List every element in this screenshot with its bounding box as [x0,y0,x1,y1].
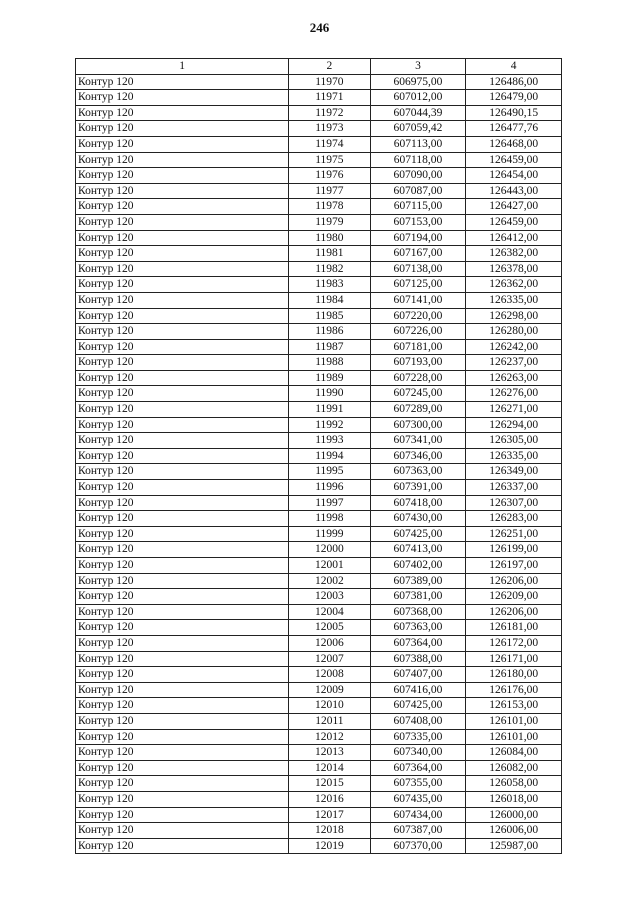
x-coordinate-cell: 606975,00 [370,74,466,90]
point-number-cell: 11987 [289,339,370,355]
contour-cell: Контур 120 [76,74,289,90]
point-number-cell: 11973 [289,121,370,137]
contour-cell: Контур 120 [76,480,289,496]
x-coordinate-cell: 607363,00 [370,464,466,480]
x-coordinate-cell: 607300,00 [370,417,466,433]
contour-cell: Контур 120 [76,573,289,589]
x-coordinate-cell: 607381,00 [370,589,466,605]
x-coordinate-cell: 607090,00 [370,168,466,184]
table-row [76,620,562,636]
table-body [76,74,562,854]
table-row [76,355,562,371]
contour-cell: Контур 120 [76,105,289,121]
column-header-1: 1 [76,59,289,75]
table-row [76,90,562,106]
contour-cell: Контур 120 [76,589,289,605]
table-row [76,168,562,184]
contour-cell: Контур 120 [76,620,289,636]
x-coordinate-cell: 607389,00 [370,573,466,589]
table-row [76,776,562,792]
x-coordinate-cell: 607434,00 [370,807,466,823]
x-coordinate-cell: 607364,00 [370,635,466,651]
contour-cell: Контур 120 [76,292,289,308]
point-number-cell: 12004 [289,604,370,620]
y-coordinate-cell: 126058,00 [466,776,562,792]
point-number-cell: 12006 [289,635,370,651]
table-row [76,324,562,340]
contour-cell: Контур 120 [76,183,289,199]
header-row [76,59,562,75]
y-coordinate-cell: 126479,00 [466,90,562,106]
y-coordinate-cell: 126283,00 [466,511,562,527]
point-number-cell: 12018 [289,823,370,839]
y-coordinate-cell: 126006,00 [466,823,562,839]
table-row [76,558,562,574]
x-coordinate-cell: 607387,00 [370,823,466,839]
x-coordinate-cell: 607435,00 [370,791,466,807]
table-row [76,292,562,308]
point-number-cell: 11990 [289,386,370,402]
x-coordinate-cell: 607289,00 [370,402,466,418]
table-row [76,183,562,199]
x-coordinate-cell: 607340,00 [370,745,466,761]
contour-cell: Контур 120 [76,136,289,152]
contour-cell: Контур 120 [76,464,289,480]
point-number-cell: 11979 [289,214,370,230]
point-number-cell: 12002 [289,573,370,589]
contour-cell: Контур 120 [76,386,289,402]
point-number-cell: 12013 [289,745,370,761]
y-coordinate-cell: 126199,00 [466,542,562,558]
contour-cell: Контур 120 [76,261,289,277]
point-number-cell: 12014 [289,760,370,776]
contour-cell: Контур 120 [76,511,289,527]
y-coordinate-cell: 126084,00 [466,745,562,761]
contour-cell: Контур 120 [76,277,289,293]
contour-cell: Контур 120 [76,230,289,246]
contour-cell: Контур 120 [76,433,289,449]
y-coordinate-cell: 126307,00 [466,495,562,511]
table-row [76,604,562,620]
y-coordinate-cell: 126206,00 [466,573,562,589]
x-coordinate-cell: 607167,00 [370,246,466,262]
contour-cell: Контур 120 [76,791,289,807]
y-coordinate-cell: 126412,00 [466,230,562,246]
column-header-3: 3 [370,59,466,75]
point-number-cell: 11994 [289,448,370,464]
y-coordinate-cell: 126251,00 [466,526,562,542]
x-coordinate-cell: 607012,00 [370,90,466,106]
contour-cell: Контур 120 [76,308,289,324]
point-number-cell: 11975 [289,152,370,168]
point-number-cell: 12008 [289,667,370,683]
contour-cell: Контур 120 [76,729,289,745]
table-row [76,745,562,761]
point-number-cell: 11983 [289,277,370,293]
point-number-cell: 11986 [289,324,370,340]
contour-cell: Контур 120 [76,651,289,667]
coordinates-table [75,58,562,854]
contour-cell: Контур 120 [76,558,289,574]
y-coordinate-cell: 126443,00 [466,183,562,199]
table-row [76,74,562,90]
point-number-cell: 12001 [289,558,370,574]
x-coordinate-cell: 607407,00 [370,667,466,683]
table-row [76,199,562,215]
table-row [76,495,562,511]
point-number-cell: 11991 [289,402,370,418]
table-row [76,277,562,293]
point-number-cell: 11996 [289,480,370,496]
point-number-cell: 11977 [289,183,370,199]
x-coordinate-cell: 607413,00 [370,542,466,558]
point-number-cell: 11993 [289,433,370,449]
contour-cell: Контур 120 [76,823,289,839]
contour-cell: Контур 120 [76,807,289,823]
x-coordinate-cell: 607418,00 [370,495,466,511]
contour-cell: Контур 120 [76,199,289,215]
contour-cell: Контур 120 [76,246,289,262]
point-number-cell: 11997 [289,495,370,511]
x-coordinate-cell: 607425,00 [370,526,466,542]
point-number-cell: 11989 [289,370,370,386]
point-number-cell: 12012 [289,729,370,745]
contour-cell: Контур 120 [76,776,289,792]
table-row [76,214,562,230]
table-row [76,651,562,667]
y-coordinate-cell: 126018,00 [466,791,562,807]
y-coordinate-cell: 126294,00 [466,417,562,433]
y-coordinate-cell: 126271,00 [466,402,562,418]
x-coordinate-cell: 607416,00 [370,682,466,698]
y-coordinate-cell: 126209,00 [466,589,562,605]
table-row [76,246,562,262]
y-coordinate-cell: 126378,00 [466,261,562,277]
table-row [76,713,562,729]
y-coordinate-cell: 126242,00 [466,339,562,355]
point-number-cell: 11998 [289,511,370,527]
point-number-cell: 11970 [289,74,370,90]
table-row [76,480,562,496]
x-coordinate-cell: 607346,00 [370,448,466,464]
table-row [76,339,562,355]
table-row [76,121,562,137]
contour-cell: Контур 120 [76,667,289,683]
x-coordinate-cell: 607194,00 [370,230,466,246]
contour-cell: Контур 120 [76,402,289,418]
table-row [76,635,562,651]
table-row [76,308,562,324]
x-coordinate-cell: 607391,00 [370,480,466,496]
point-number-cell: 11992 [289,417,370,433]
contour-cell: Контур 120 [76,370,289,386]
point-number-cell: 11981 [289,246,370,262]
y-coordinate-cell: 126280,00 [466,324,562,340]
y-coordinate-cell: 126349,00 [466,464,562,480]
point-number-cell: 12007 [289,651,370,667]
x-coordinate-cell: 607228,00 [370,370,466,386]
x-coordinate-cell: 607118,00 [370,152,466,168]
y-coordinate-cell: 126082,00 [466,760,562,776]
y-coordinate-cell: 126206,00 [466,604,562,620]
y-coordinate-cell: 126171,00 [466,651,562,667]
y-coordinate-cell: 126181,00 [466,620,562,636]
x-coordinate-cell: 607368,00 [370,604,466,620]
x-coordinate-cell: 607044,39 [370,105,466,121]
table-row [76,667,562,683]
y-coordinate-cell: 126172,00 [466,635,562,651]
table-row [76,448,562,464]
point-number-cell: 11999 [289,526,370,542]
point-number-cell: 11982 [289,261,370,277]
y-coordinate-cell: 126276,00 [466,386,562,402]
point-number-cell: 11978 [289,199,370,215]
table-row [76,402,562,418]
point-number-cell: 12015 [289,776,370,792]
table-row [76,511,562,527]
point-number-cell: 11988 [289,355,370,371]
x-coordinate-cell: 607425,00 [370,698,466,714]
contour-cell: Контур 120 [76,324,289,340]
table-header [76,59,562,75]
y-coordinate-cell: 126477,76 [466,121,562,137]
table-row [76,417,562,433]
y-coordinate-cell: 126382,00 [466,246,562,262]
y-coordinate-cell: 126459,00 [466,214,562,230]
point-number-cell: 12019 [289,838,370,854]
table-row [76,791,562,807]
table-row [76,526,562,542]
contour-cell: Контур 120 [76,760,289,776]
contour-cell: Контур 120 [76,635,289,651]
y-coordinate-cell: 126305,00 [466,433,562,449]
contour-cell: Контур 120 [76,526,289,542]
x-coordinate-cell: 607153,00 [370,214,466,230]
point-number-cell: 12000 [289,542,370,558]
table-row [76,230,562,246]
point-number-cell: 11971 [289,90,370,106]
table-row [76,386,562,402]
y-coordinate-cell: 126237,00 [466,355,562,371]
y-coordinate-cell: 126490,15 [466,105,562,121]
y-coordinate-cell: 126427,00 [466,199,562,215]
y-coordinate-cell: 126263,00 [466,370,562,386]
x-coordinate-cell: 607141,00 [370,292,466,308]
table-row [76,542,562,558]
table-row [76,729,562,745]
contour-cell: Контур 120 [76,838,289,854]
contour-cell: Контур 120 [76,542,289,558]
x-coordinate-cell: 607341,00 [370,433,466,449]
contour-cell: Контур 120 [76,682,289,698]
column-header-4: 4 [466,59,562,75]
x-coordinate-cell: 607370,00 [370,838,466,854]
table-row [76,152,562,168]
x-coordinate-cell: 607430,00 [370,511,466,527]
point-number-cell: 12003 [289,589,370,605]
contour-cell: Контур 120 [76,604,289,620]
contour-cell: Контур 120 [76,339,289,355]
x-coordinate-cell: 607220,00 [370,308,466,324]
table-row [76,464,562,480]
y-coordinate-cell: 126101,00 [466,713,562,729]
point-number-cell: 11980 [289,230,370,246]
point-number-cell: 12010 [289,698,370,714]
point-number-cell: 12017 [289,807,370,823]
point-number-cell: 12011 [289,713,370,729]
x-coordinate-cell: 607388,00 [370,651,466,667]
table-row [76,682,562,698]
point-number-cell: 12009 [289,682,370,698]
x-coordinate-cell: 607355,00 [370,776,466,792]
table-row [76,370,562,386]
y-coordinate-cell: 126298,00 [466,308,562,324]
contour-cell: Контур 120 [76,713,289,729]
x-coordinate-cell: 607408,00 [370,713,466,729]
y-coordinate-cell: 126459,00 [466,152,562,168]
x-coordinate-cell: 607364,00 [370,760,466,776]
y-coordinate-cell: 126176,00 [466,682,562,698]
x-coordinate-cell: 607181,00 [370,339,466,355]
table-row [76,589,562,605]
table-row [76,261,562,277]
point-number-cell: 11995 [289,464,370,480]
x-coordinate-cell: 607402,00 [370,558,466,574]
y-coordinate-cell: 126153,00 [466,698,562,714]
y-coordinate-cell: 126337,00 [466,480,562,496]
x-coordinate-cell: 607113,00 [370,136,466,152]
y-coordinate-cell: 126468,00 [466,136,562,152]
point-number-cell: 12016 [289,791,370,807]
y-coordinate-cell: 126454,00 [466,168,562,184]
y-coordinate-cell: 126101,00 [466,729,562,745]
contour-cell: Контур 120 [76,152,289,168]
point-number-cell: 11985 [289,308,370,324]
table-row [76,823,562,839]
point-number-cell: 11984 [289,292,370,308]
table-row [76,105,562,121]
y-coordinate-cell: 126000,00 [466,807,562,823]
table-row [76,136,562,152]
x-coordinate-cell: 607138,00 [370,261,466,277]
table-row [76,760,562,776]
x-coordinate-cell: 607125,00 [370,277,466,293]
y-coordinate-cell: 126197,00 [466,558,562,574]
x-coordinate-cell: 607245,00 [370,386,466,402]
x-coordinate-cell: 607059,42 [370,121,466,137]
point-number-cell: 11976 [289,168,370,184]
contour-cell: Контур 120 [76,698,289,714]
table-row [76,433,562,449]
column-header-2: 2 [289,59,370,75]
x-coordinate-cell: 607335,00 [370,729,466,745]
contour-cell: Контур 120 [76,448,289,464]
page-number: 246 [309,20,330,35]
y-coordinate-cell: 126335,00 [466,448,562,464]
point-number-cell: 11972 [289,105,370,121]
point-number-cell: 12005 [289,620,370,636]
table-row [76,698,562,714]
contour-cell: Контур 120 [76,90,289,106]
table-row [76,807,562,823]
y-coordinate-cell: 126335,00 [466,292,562,308]
x-coordinate-cell: 607087,00 [370,183,466,199]
y-coordinate-cell: 126362,00 [466,277,562,293]
contour-cell: Контур 120 [76,495,289,511]
contour-cell: Контур 120 [76,355,289,371]
x-coordinate-cell: 607115,00 [370,199,466,215]
y-coordinate-cell: 125987,00 [466,838,562,854]
contour-cell: Контур 120 [76,121,289,137]
x-coordinate-cell: 607226,00 [370,324,466,340]
table-row [76,838,562,854]
y-coordinate-cell: 126180,00 [466,667,562,683]
contour-cell: Контур 120 [76,214,289,230]
contour-cell: Контур 120 [76,745,289,761]
contour-cell: Контур 120 [76,417,289,433]
contour-cell: Контур 120 [76,168,289,184]
table-row [76,573,562,589]
y-coordinate-cell: 126486,00 [466,74,562,90]
point-number-cell: 11974 [289,136,370,152]
x-coordinate-cell: 607363,00 [370,620,466,636]
x-coordinate-cell: 607193,00 [370,355,466,371]
